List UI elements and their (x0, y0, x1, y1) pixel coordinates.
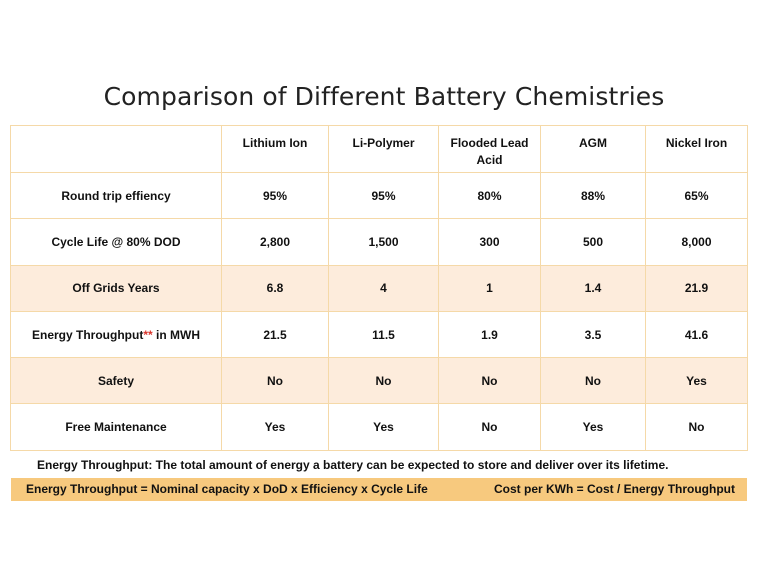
cost-per-kwh-formula: Cost per KWh = Cost / Energy Throughput (494, 482, 735, 496)
table-cell: 4 (329, 265, 439, 311)
table-cell: 1.9 (439, 311, 541, 357)
row-label: Cycle Life @ 80% DOD (11, 219, 222, 265)
comparison-table (10, 125, 748, 451)
row-label: Off Grids Years (11, 265, 222, 311)
table-row (11, 219, 748, 265)
table-cell: 21.9 (646, 265, 748, 311)
table-cell: 6.8 (222, 265, 329, 311)
row-label: Safety (11, 358, 222, 404)
table-row (11, 265, 748, 311)
asterisk-mark: ** (143, 327, 153, 342)
table-header-row (11, 126, 748, 173)
table-cell: No (439, 358, 541, 404)
table-row (11, 311, 748, 357)
table-cell: Yes (222, 404, 329, 450)
row-label: Round trip effiency (11, 173, 222, 219)
table-cell: Yes (541, 404, 646, 450)
row-label-text: Energy Throughput (32, 327, 144, 342)
table-cell: 80% (439, 173, 541, 219)
header-cell-flooded-lead-acid: Flooded Lead Acid (439, 126, 541, 173)
table-cell: 1 (439, 265, 541, 311)
table-cell: Yes (329, 404, 439, 450)
header-cell-lithium-ion: Lithium Ion (222, 126, 329, 173)
table-row (11, 404, 748, 450)
table-cell: 65% (646, 173, 748, 219)
table-cell: No (329, 358, 439, 404)
table-cell: 500 (541, 219, 646, 265)
definition-note: Energy Throughput: The total amount of energy a battery can be expected to store and deliver over its lifetime. (37, 458, 669, 472)
table-cell: 11.5 (329, 311, 439, 357)
header-cell-nickel-iron: Nickel Iron (646, 126, 748, 173)
table-cell: 8,000 (646, 219, 748, 265)
page-title: Comparison of Different Battery Chemistries (103, 82, 665, 111)
row-label-unit: in MWH (152, 327, 200, 342)
table-cell: 300 (439, 219, 541, 265)
header-cell-empty (11, 126, 222, 173)
row-label (11, 311, 222, 357)
table-cell: 95% (222, 173, 329, 219)
table-cell: No (222, 358, 329, 404)
table-cell: 95% (329, 173, 439, 219)
table-cell: Yes (646, 358, 748, 404)
energy-throughput-formula: Energy Throughput = Nominal capacity x DoD x Efficiency x Cycle Life (26, 482, 428, 496)
table-cell: 3.5 (541, 311, 646, 357)
table-cell: No (541, 358, 646, 404)
table-cell: 1.4 (541, 265, 646, 311)
table-cell: No (646, 404, 748, 450)
formula-bar (11, 478, 747, 501)
header-cell-agm: AGM (541, 126, 646, 173)
table-cell: 21.5 (222, 311, 329, 357)
table-row (11, 358, 748, 404)
table-cell: 1,500 (329, 219, 439, 265)
table-cell: 88% (541, 173, 646, 219)
header-cell-li-polymer: Li-Polymer (329, 126, 439, 173)
table-cell: 2,800 (222, 219, 329, 265)
table-row (11, 173, 748, 219)
table-cell: 41.6 (646, 311, 748, 357)
table-cell: No (439, 404, 541, 450)
row-label: Free Maintenance (11, 404, 222, 450)
